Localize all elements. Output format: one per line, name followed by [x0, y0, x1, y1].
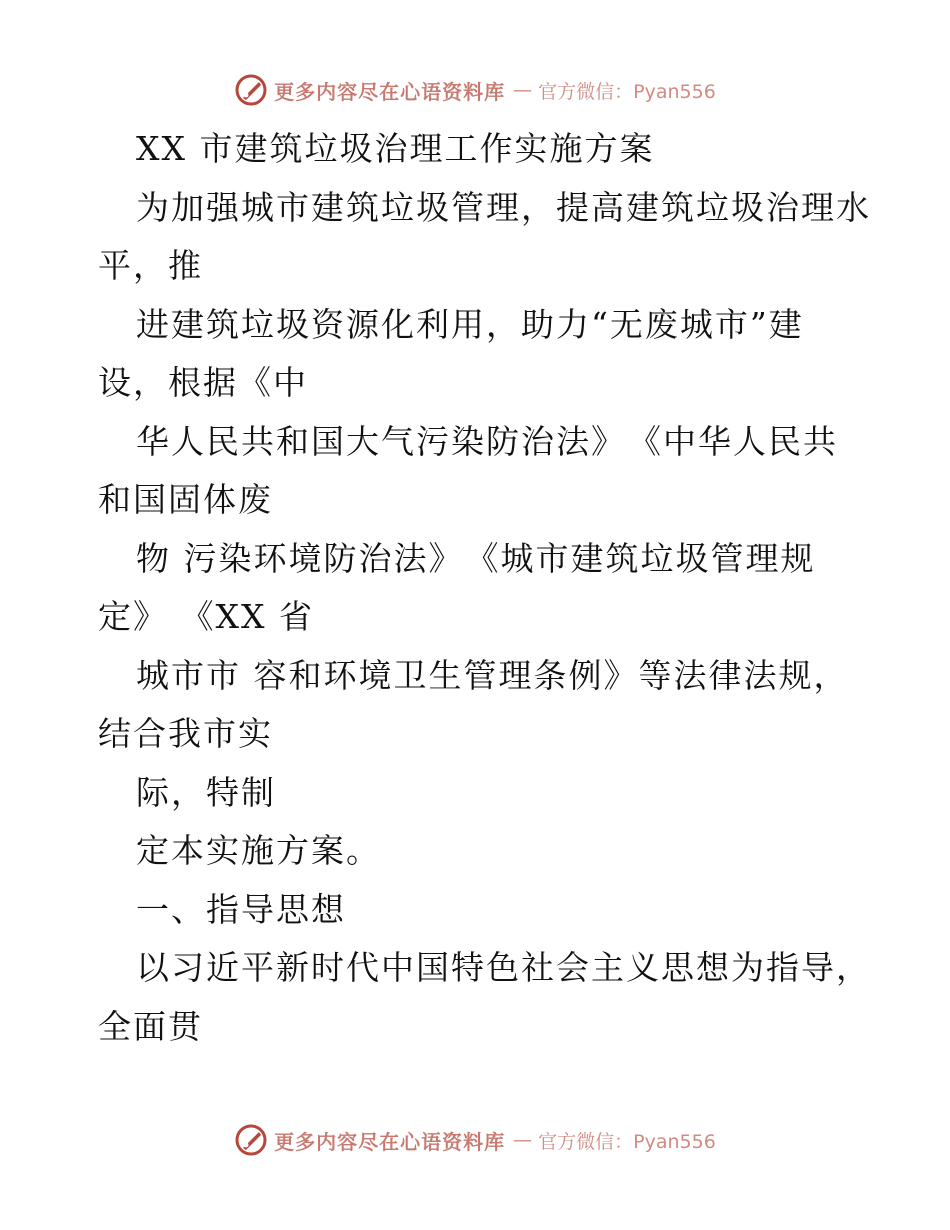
paragraph-line: 和国固体废 — [98, 480, 273, 519]
header-brand-text: 更多内容尽在心语资料库 — [274, 79, 506, 104]
section-heading: 一、指导思想 — [136, 889, 346, 929]
paragraph-line: 定本实施方案。 — [136, 831, 381, 870]
footer-banner — [0, 1120, 950, 1160]
header-separator: — — [513, 79, 533, 101]
header-banner — [0, 70, 950, 110]
quill-logo-icon — [234, 73, 268, 107]
paragraph-line: 华人民共和国大气污染防治法》 《中华人民共 — [136, 421, 838, 461]
paragraph-line: 际，特制 — [136, 772, 276, 812]
paragraph-line: 为加强城市建筑垃圾管理，提高建筑垃圾治理水 — [136, 187, 871, 227]
paragraph-line: 结合我市实 — [98, 714, 273, 753]
paragraph-line: 平，推 — [98, 246, 203, 285]
quill-logo-icon — [234, 1123, 268, 1157]
header-contact-text: 官方微信：Pyan556 — [538, 80, 716, 103]
paragraph-line: 设，根据《中 — [98, 363, 308, 402]
paragraph-line: 全面贯 — [98, 1006, 203, 1046]
paragraph-line: 以习近平新时代中国特色社会主义思想为指导， — [136, 948, 871, 987]
paragraph-line: 城市市 容和环境卫生管理条例》等法律法规， — [136, 655, 849, 695]
document-title: XX 市建筑垃圾治理工作实施方案 — [136, 129, 655, 168]
footer-separator: — — [513, 1129, 533, 1151]
paragraph-line: 物 污染环境防治法》 《城市建筑垃圾管理规 — [136, 538, 816, 578]
paragraph-line: 定》 《XX 省 — [98, 597, 314, 636]
paragraph-line: 进建筑垃圾资源化利用，助力“无废城市”建 — [136, 304, 804, 344]
footer-brand-text: 更多内容尽在心语资料库 — [274, 1129, 506, 1154]
footer-contact-text: 官方微信：Pyan556 — [538, 1130, 716, 1153]
document-body — [98, 120, 871, 1056]
